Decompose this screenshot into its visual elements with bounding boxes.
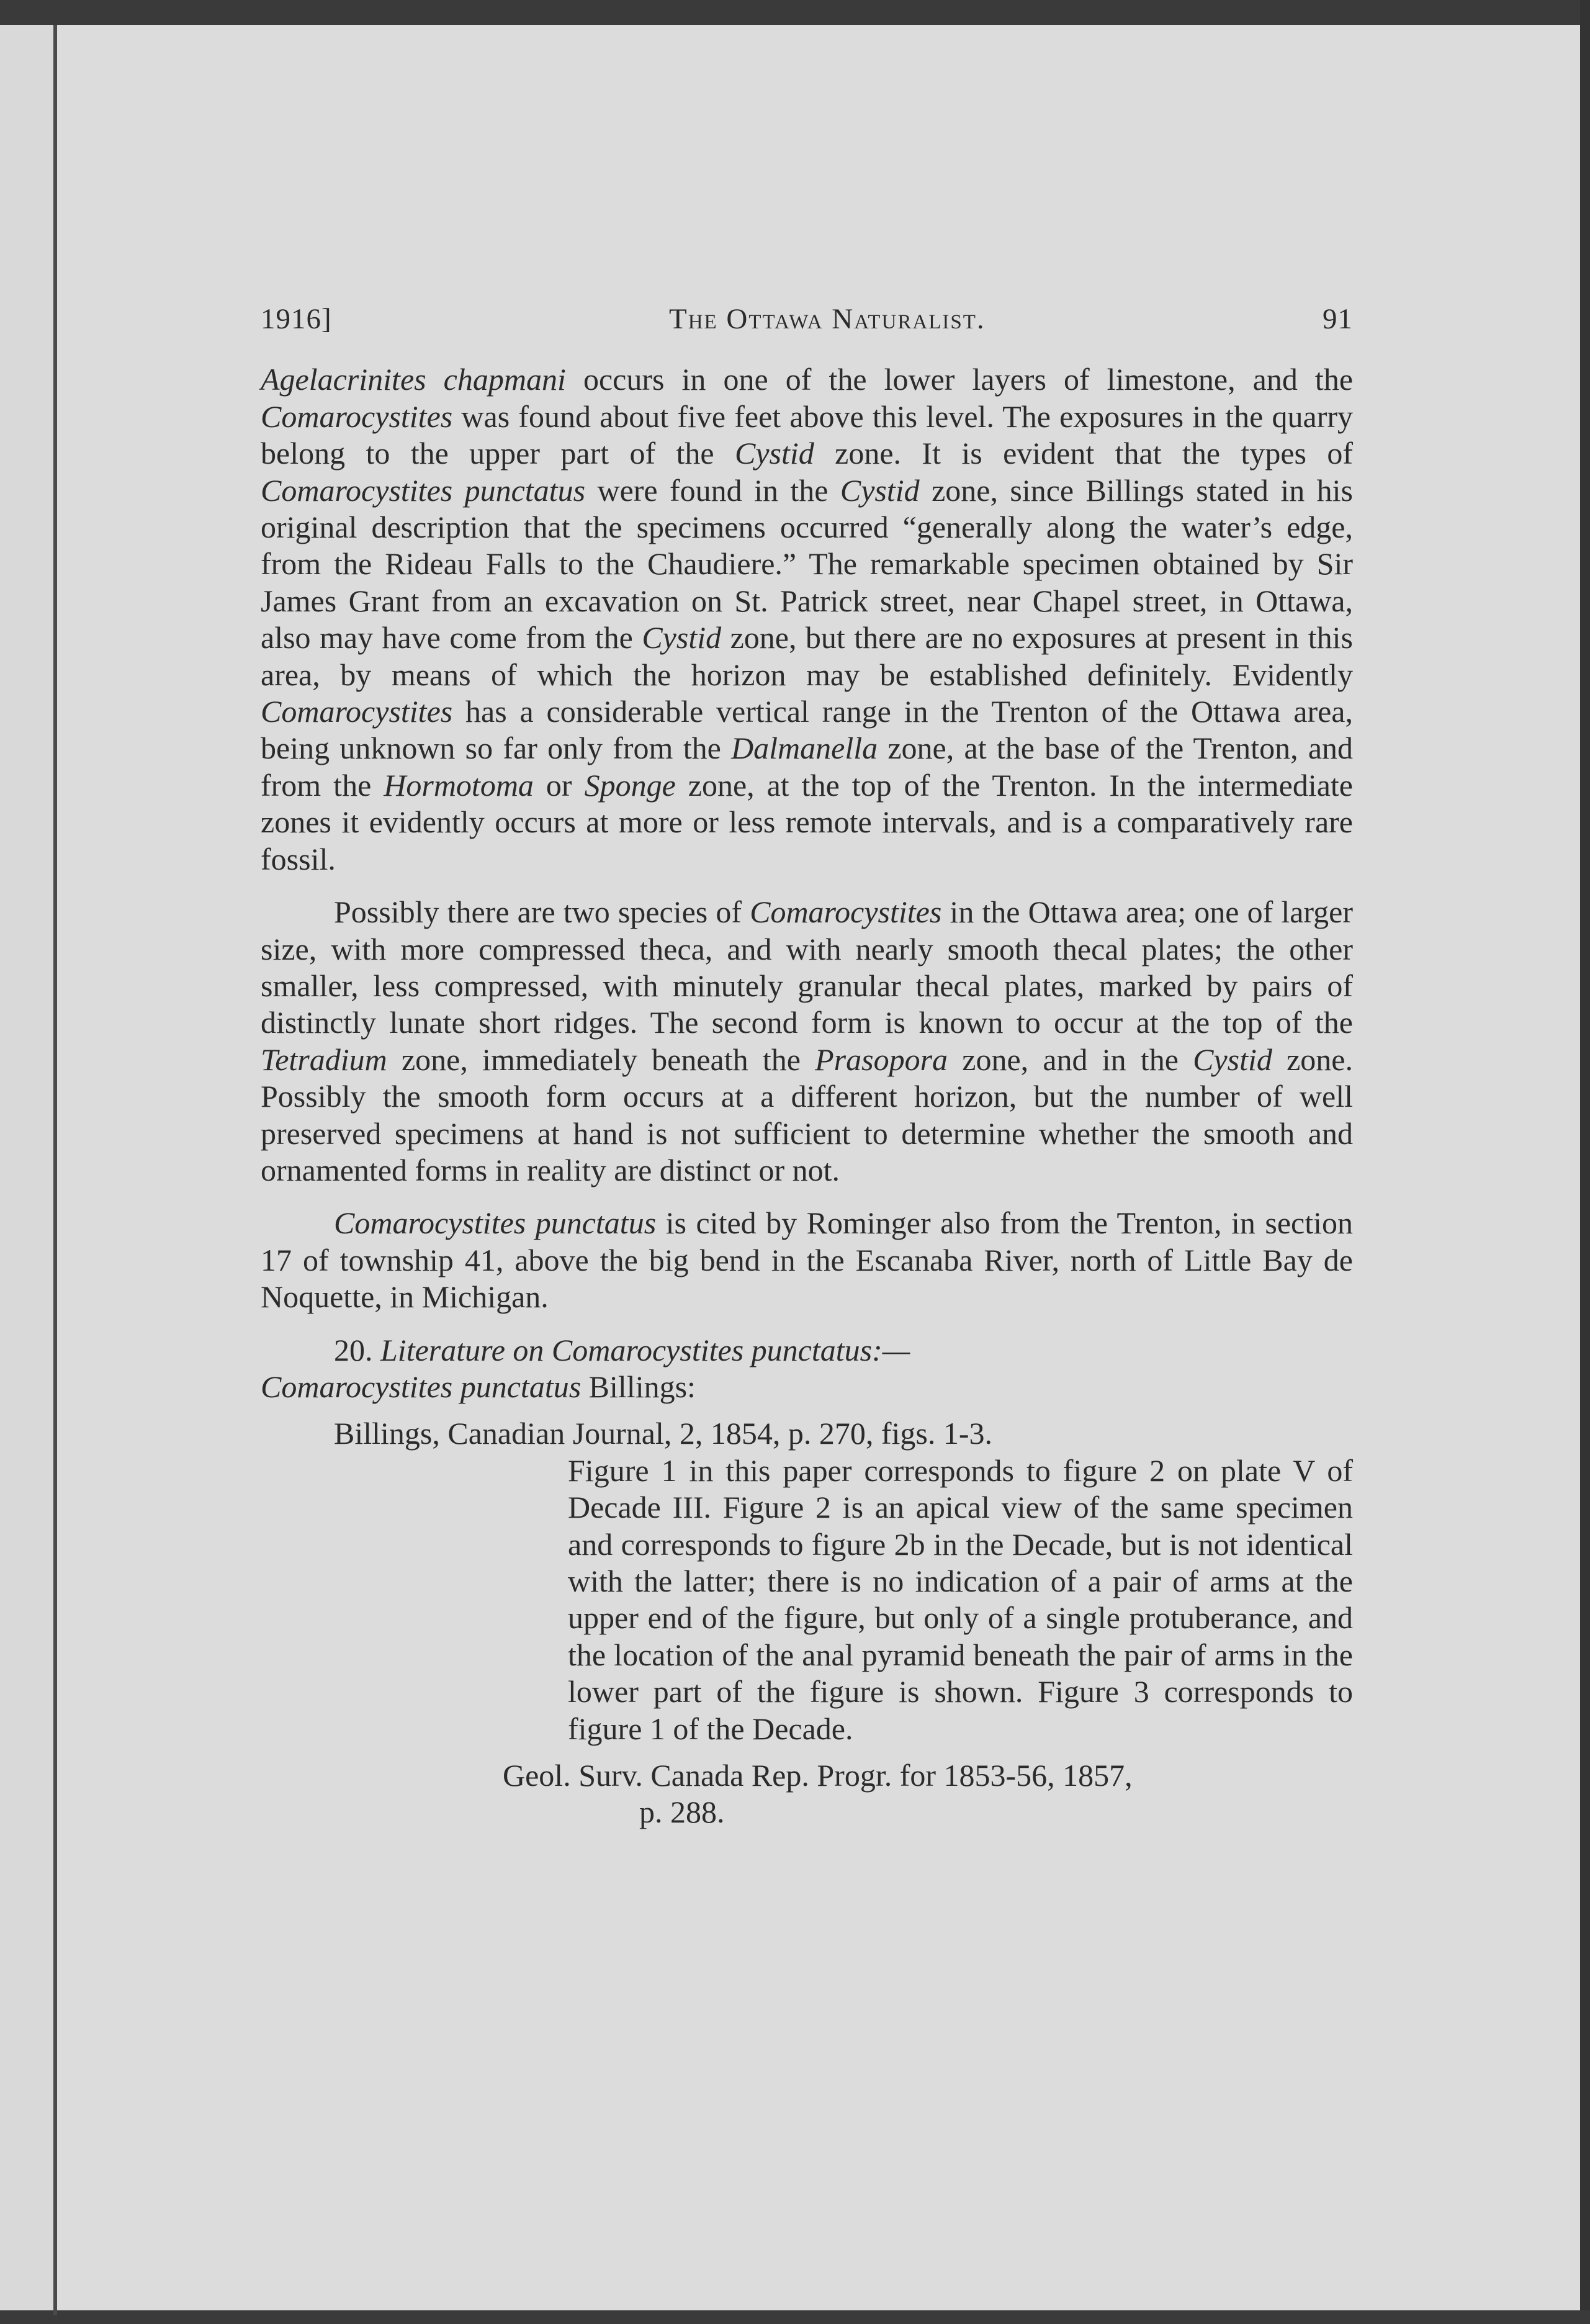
taxon-name: Comarocystites xyxy=(750,894,942,930)
text-run: was found about five feet above this level. The exposures in the quarry belong to the upper part of the xyxy=(261,399,1353,471)
taxon-name: Agelacrinites chapmani xyxy=(261,362,566,397)
section-number: 20. xyxy=(334,1332,380,1367)
taxon-name: Comarocystites punctatus xyxy=(261,472,586,508)
page-number: 91 xyxy=(1323,303,1353,335)
text-run: zone. Possibly the smooth form occurs at a different horizon, but the number of well preserved specimens at hand is not sufficient to determine whether the smooth and ornamented forms in reality are distinct or not. xyxy=(261,1042,1353,1187)
text-run: were found in the xyxy=(585,472,840,508)
taxon-name: Comarocystites xyxy=(261,694,453,729)
taxon-name: Cystid xyxy=(1193,1042,1272,1077)
text-run: zone, but there are no exposures at present in this area, by means of which the horizon may be established definitely. Evidently xyxy=(261,620,1353,692)
reference-2: Geol. Surv. Canada Rep. Progr. for 1853-56, 1857, xyxy=(503,1758,1133,1793)
text-run: Billings: xyxy=(581,1369,696,1404)
reference-1-note: Figure 1 in this paper corresponds to figure 2 on plate V of Decade III. Figure 2 is an apical view of the same specimen and corresponds to figure 2b in the Decade, but is not identical with the latter; there is no indication of a pair of arms at the upper end of the figure, but only of a single protuberance, and the location of the anal pyramid beneath the pair of arms in the lower part of the figure is shown. Figure 3 corresponds to figure 1 of the Decade. xyxy=(568,1452,1353,1746)
taxon-name: Tetradium xyxy=(261,1042,387,1077)
text-run: occurs in one of the lower layers of limestone, and the xyxy=(565,362,1354,397)
page-content xyxy=(261,301,1353,1831)
taxon-name: Hormotoma xyxy=(384,767,534,803)
running-head xyxy=(261,301,1353,338)
text-run: or xyxy=(533,767,585,803)
taxon-name: Cystid xyxy=(735,436,814,471)
literature-heading xyxy=(261,1332,1353,1369)
taxon-name: Cystid xyxy=(642,620,722,655)
reference-2-continuation: p. 288. xyxy=(639,1795,725,1830)
text-run: Possibly there are two species of xyxy=(334,894,750,930)
text-run: zone, and in the xyxy=(948,1042,1193,1077)
taxon-name: Prasopora xyxy=(815,1042,948,1077)
text-run: has a considerable vertical range in the Trenton of the Ottawa area, being unknown so far only from the xyxy=(261,694,1353,766)
text-run: zone. It is evident that the types of xyxy=(814,436,1353,471)
taxon-name: Cystid xyxy=(840,472,920,508)
scan-border-right xyxy=(1580,0,1590,2324)
taxon-name: Comarocystites xyxy=(261,399,453,434)
paragraph-1 xyxy=(261,361,1353,878)
text-run: in the Ottawa area; one of larger size, with more compressed theca, and with nearly smooth thecal plates; the other smaller, less compressed, with minutely granular thecal plates, marked by pairs of distinctly lunate short ridges. The second form is known to occur at the top of the xyxy=(261,894,1353,1040)
text-run: zone, at the top of the Trenton. In the intermediate zones it evidently occurs at more or less remote intervals, and is a comparatively rare fossil. xyxy=(261,767,1354,876)
taxon-name: Comarocystites punctatus xyxy=(261,1369,582,1404)
taxon-name: Dalmanella xyxy=(731,731,878,766)
text-run: zone, immediately beneath the xyxy=(387,1042,815,1077)
text-run: is cited by Rominger also from the Trenton, in section 17 of township 41, above the big bend in the Escanaba River, north of Little Bay de Noquette, in Michigan. xyxy=(261,1205,1353,1315)
running-head-year: 1916] xyxy=(261,303,332,335)
paragraph-3 xyxy=(261,1205,1353,1315)
text-run: zone, since Billings stated in his original description that the specimens occurred “generally along the water’s edge, from the Rideau Falls to the Chaudiere.” The remarkable specimen obtained by Sir James Grant from an excavation on St. Patrick street, near Chapel street, in Ottawa, also may have come from the xyxy=(261,472,1353,655)
running-head-journal: The Ottawa Naturalist. xyxy=(668,303,986,335)
text-run: zone, at the base of the Trenton, and from the xyxy=(261,731,1354,803)
taxon-name: Sponge xyxy=(584,767,676,803)
paragraph-2 xyxy=(261,894,1353,1189)
scan-border-top xyxy=(0,0,1590,25)
taxon-name: Comarocystites punctatus xyxy=(334,1205,657,1241)
scan-border-bottom xyxy=(0,2310,1590,2324)
section-title: Literature on Comarocystites punctatus:— xyxy=(380,1332,910,1367)
reference-1: Billings, Canadian Journal, 2, 1854, p. 270, figs. 1-3. xyxy=(334,1416,993,1451)
literature-subheading xyxy=(261,1369,1353,1405)
